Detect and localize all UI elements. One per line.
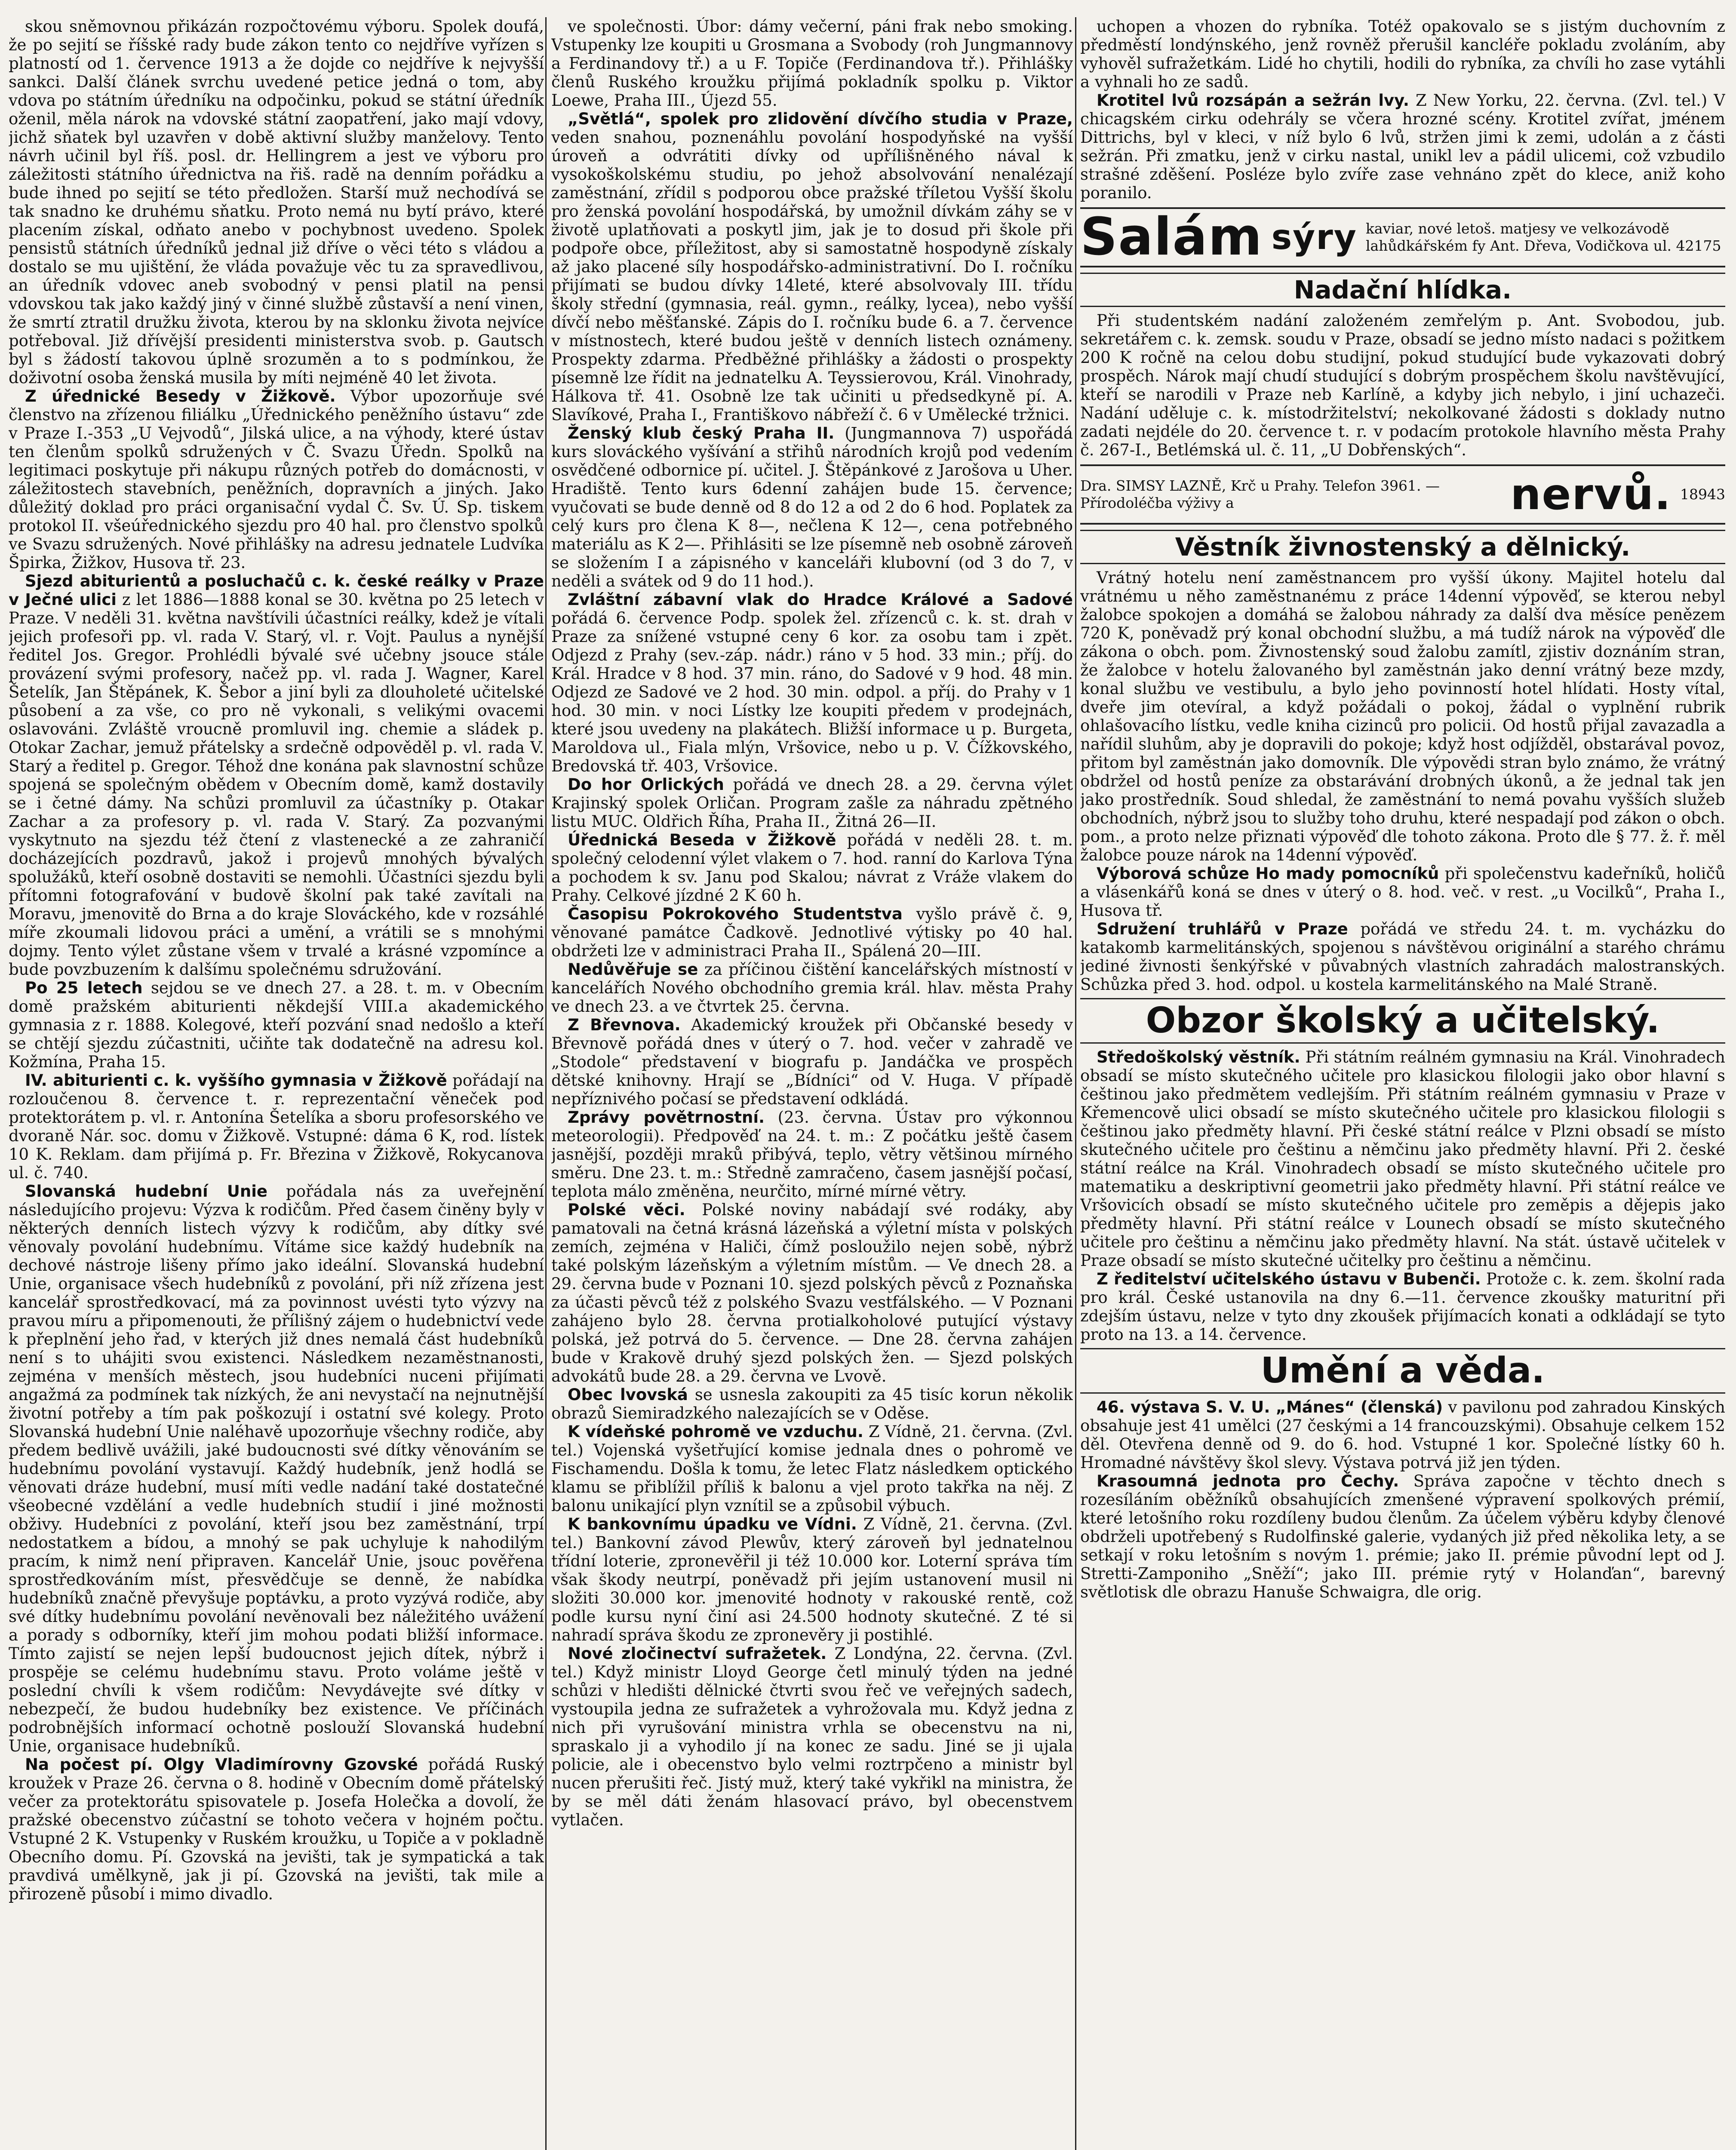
article [551,905,1073,960]
article-text: pořádá ve středu 24. t. m. vycházku do katakomb karmelitánských, spojenou s návštěvou originální a starého chrámu jediné živnosti šenkýřské v půvabných vlastních zahradách malostranských. Schůzka před 3. hod. odpol. u kostela karmelitánského na Malé Straně. [1080,920,1725,994]
article-title: Sjezd abiturientů a posluchačů c. k. české reálky v Praze v Ječné ulici [9,572,544,609]
article-continued: ve společnosti. Úbor: dámy večerní, páni frak nebo smoking. Vstupenky lze koupiti u Grosmana a Svobody (roh Jungmannovy a Ferdinandovy tř.) a u F. Topiče (Ferdinandova tř.). Přihlášky členů Ruského kroužku přijímá pokladník spolku p. Viktor Loewe, Praha III., Újezd 55. [551,17,1073,110]
article-text: (Jungmannova 7) uspořádá kurs slováckého vyšívání a střihů národních krojů pod vedením osvědčené odbornice pí. učitel. J. Štěpánkové z Jarošova u Uher. Hradiště. Tento kurs 6denní zahájen bude 15. července; vyučovati se bude denně od 8 do 12 a od 2 do 6 hod. Poplatek za celý kurs pro člena K 8—, nečlena K 12—, cena potřebného materiálu as K 2—. Přihlásiti se lze písemně neb osobně zároveň se složením I a zápisného v kanceláři klubovní (od 3 do 7, v neděli a svátek od 9 do 11 hod.). [551,424,1073,590]
article-text: Z Vídně, 21. června. (Zvl. tel.) Vojenská vyšetřující komise jednala dnes o pohromě ve Fischamendu. Došla k tomu, že letec Flatz následkem optického klamu se přiblížil příliš k balonu a vjel proto takřka na něj. Z balonu unikající plyn vznítil se a způsobil výbuch. [551,1422,1073,1515]
article-text: za příčinou čištění kancelářských místností v kancelářích Nového obchodního gremia král. hlav. města Prahy ve dnech 23. a ve čtvrtek 25. června. [551,960,1073,1016]
article-title: Sdružení truhlářů v Praze [1097,920,1348,938]
section-heading: Věstník živnostenský a dělnický. [1080,530,1725,564]
article [9,572,544,979]
article-text: pořádá v neděli 28. t. m. společný celodenní výlet vlakem o 7. hod. ranní do Karlova Týna a pochodem k sv. Janu pod Skalou; návrat z Vráže vlakem do Prahy. Celkové jízdné 2 K 60 h. [551,831,1073,905]
article [551,1108,1073,1201]
article [551,775,1073,831]
article-title: Krasoumná jednota pro Čechy. [1097,1472,1399,1490]
article-text: sejdou se ve dnech 27. a 28. t. m. v Obecním domě pražském abiturienti někdejší VIII.a akademického gymnasia z r. 1888. Kolegové, kteří pozvání snad nedošlo a kteří se chtějí sjezdu zúčastniti, učiňte tak dodatečně na adresu kol. Kožmína, Praha 15. [9,979,544,1071]
article-text: Správa započne v těchto dnech s rozesíláním oběžníků obsahujících zmenšené výpravení spolkových prémií, které letošního roku rozdíleny budou členům. Za účelem výběru kdyby členové obdrželi upotřebený s Rudolfinské galerie, vydaných již před několika lety, a se setkají v roku letošním s novým 1. prémie; jako II. prémie původní lept od J. Stretti-Zamponiho „Sněží“; jako III. prémie rytý v Holanďan“, barevný světlotisk dle obrazu Hanuše Schwaigra, dle orig. [1080,1472,1725,1601]
article [551,1422,1073,1515]
article [1080,1270,1725,1344]
article-text: Protože c. k. zem. školní rada pro král. České ustanovila na dny 6.—11. července zkoušky maturitní při zdejším ústavu, nelze v tyto dny zkoušek přijímacích konati a odkládají se tyto proto na 13. a 14. července. [1080,1270,1725,1344]
article-title: Obec lvovská [568,1385,688,1404]
article-title: Slovanská hudební Unie [25,1182,268,1201]
column-1 [9,17,544,2150]
article [9,387,544,572]
article-text: v pavilonu pod zahradou Kinských obsahuje jest 41 umělci (27 českými a 14 francouzskými). Obsahuje celkem 152 děl. Otevřena denně od 9. do 6. hod. Vstupné 1 kor. Společné lístky 60 h. Hromadné návštěvy škol slevy. Výstava potrvá již jen týden. [1080,1398,1725,1472]
advertisement-nervu [1080,464,1725,525]
article-text: pořádá ve dnech 28. a 29. června výlet Krajinský spolek Orličan. Program zašle za náhradu zpětného listu MUC. Oldřich Říha, Praha II., Žitná 26—II. [551,775,1073,831]
article-text: z let 1886—1888 konal se 30. května po 25 letech v Praze. V neděli 31. května navštívili účastníci reálky, kdež je vítali jejich profesoři pp. vl. rada V. Starý, vl. r. Vojt. Paulus a nynější ředitel Jos. Gregor. Prohlédli bývalé své učebny jsouce stále provázení svými profesory, načež pp. vl. rada J. Wagner, Karel Šetelík, Jan Štěpánek, K. Šebor a jiní byli za dlouholeté učitelské působení a za vše, co pro ně vykonali, s velikými ovacemi oslavováni. Zvláště vroucně promluvil ing. chemie a sládek p. Otokar Zachar, jemuž přátelsky a srdečně odpověděl p. vl. rada V. Starý a ředitel p. Gregor. Téhož dne konána pak slavnostní schůze spojená se společným obědem v Obecním domě, kamž dostavily se i četné dámy. Na schůzi promluvil za účastníky p. Otakar Zachar a za profesory p. vl. rada V. Starý. Za pozvanými vyskytnuto na sjezdu též čtení z vlastenecké a ze zahraničí docházejících pozdravů, jakož i projevů mnohých bývalých spolužáků, kteří osobně dostaviti se nemohli. Účastníci sjezdu byli přítomni fotografování v budově školní pak také zavítali na Moravu, jmenovitě do Brna a do kraje Slováckého, kde v rozsáhlé míře zkoumali lidovou práci a umění, a vrátili se s mnohými dojmy. Tento výlet zůstane všem v trvalé a krásné vzpomínce a bude povzbuzením k dalšímu společnému sdružování. [9,590,544,979]
article [551,1016,1073,1108]
ad-number: 18943 [1680,486,1725,503]
article-title: Zprávy povětrnostní. [568,1108,765,1127]
article-title: Časopisu Pokrokového Studentstva [568,905,903,923]
article [9,1071,544,1182]
article-text: Vrátný hotelu není zaměstnancem pro vyšší úkony. Majitel hotelu dal vrátnému u něho zaměstnanému z práce 14denní výpověď, se kterou nebyl žalobce spokojen a domáhá se žalobou náhrady za další dva měsíce penězem 720 K, poněvadž prý konal obchodní službu, a má tudíž nárok na výpověď dle zákona o obch. pom. Živnostenský soud žalobu zamítl, zjistiv doznáním stran, že žalobce v hotelu žalovaného byl zaměstnán jako denní vrátný beze mzdy, konal službu ve vestibulu, a bylo jeho povinností hotel hlídati. Hosty vítal, dveře jim otevíral, a když požádali o pokoj, žádal o vyplnění rubrik ohlašovacího lístku, vedle kniha cizinců pro policii. Od hostů přijal zavazadla a nařídil sluhům, aby je dopravili do pokoje; když host odjížděl, obstarával povoz, přitom byl zaměstnán jako domovník. Dle výpovědi stran bylo známo, že vrátný obdržel od hostů peníze za obstarávání drobných úkonů, a že jednal tak jen jako prostředník. Soud shledal, že zaměstnání to nemá povahu vyšších služeb obchodních, nýbrž jsou to služby toho druhu, které nespadají pod zákon o obch. pom., a proto nelze přiznati výpověď dle tohoto zákona. Proto dle § 77. ž. ř. měl žalobce pouze nárok na 14denní výpověď. [1080,568,1725,864]
article-text: Z Londýna, 22. června. (Zvl. tel.) Když ministr Lloyd George četl minulý týden na jedné schůzi v hledišti dělnické čtvrti svou řeč ve veřejných sadech, vystoupila jedna ze sufražetek a vyhrožovala mu. Když jedna z nich při vyrušování ministra vrhla se obecenstvu na ni, spraskalo ji a vyhodilo jí na konec ze sadu. Jiné se ji ujala policie, ale i obecenstvo bylo velmi roztrpčeno a ministr byl nucen přerušiti řeč. Jistý muž, který také vykřikl na ministra, že by se měl dáti ženám hlasovací právo, byl obecenstvem vytlačen. [551,1644,1073,1829]
article [551,110,1073,424]
article-text: vyšlo právě č. 9, věnované památce Čadkově. Jednotlivé výtisky po 40 hal. obdržeti lze v administraci Praha II., Spálená 20—III. [551,905,1073,960]
article-title: Nedůvěřuje se [568,960,698,979]
article-title: Z úřednické Besedy v Žižkově. [25,387,336,405]
column-rule [1075,17,1076,2150]
article-title: Z Břevnova. [568,1016,681,1034]
article [1080,920,1725,994]
article-text: Při státním reálném gymnasiu na Král. Vinohradech obsadí se místo skutečného učitele pro klasickou filologii jako obor hlavní s češtinou jako předmětem vedlejším. Při státním reálném gymnasiu v Praze v Křemencově ulici obsadí se místo skutečného učitele pro klasickou filologii s češtinou jako předměty hlavní. Při české státní reálce v Plzni obsadí se místo skutečného učitele pro češtinu a němčinu jako předměty hlavní. Při 2. české státní reálce na Král. Vinohradech obsadí se místo skutečného učitele pro matematiku a deskriptivní geometrii jako předměty hlavní. Při státní reálce ve Vršovicích obsadí se místo skutečného učitele pro zeměpis a dějepis jako předměty hlavní. Při státní reálce v Lounech obsadí se místo skutečného učitele pro češtinu a němčinu jako předměty hlavní. Na stát. ústavě učitelek v Praze obsadí se místo skutečné učitelky pro češtinu a němčinu. [1080,1048,1725,1270]
ad-headline: nervů. [1510,469,1672,519]
ad-headline-2: sýry [1271,217,1357,257]
article [1080,1472,1725,1601]
article-title: Středoškolský věstník. [1097,1048,1300,1066]
article-title: 46. výstava S. V. U. „Mánes“ (členská) [1097,1398,1443,1416]
article [1080,1398,1725,1472]
section-heading: Obzor školský a učitelský. [1080,998,1725,1044]
article-title: Z ředitelství učitelského ústavu v Bubenči. [1097,1270,1481,1288]
article-title: K bankovnímu úpadku ve Vídni. [568,1515,857,1533]
article [551,960,1073,1016]
article-text: Akademický kroužek při Občanské besedy v Břevnově pořádá dnes v úterý o 7. hod. večer v zahradě ve „Stodole“ představení v biografu p. Jandáčka ve prospěch dětské knihovny. Hrají se „Bídníci“ od V. Huga. V případě nepříznivého počasí se představení odkládá. [551,1016,1073,1108]
article [551,831,1073,905]
article-text: pořádala nás za uveřejnění následujícího projevu: Výzva k rodičům. Před časem činěny byly v některých denních listech výzvy k rodičům, aby dítky své věnovaly povolání hudebnímu. Vítáme sice každý hudebník na dechové nástroje lišeny přímo jako ideální. Slovanská hudební Unie, organisace všech hudebníků z povolání, při níž zřízena jest kancelář sprostředkovací, má za povinnost uvésti tyto výzvy na pravou míru a připomenouti, že přílišný zájem o hudebnictví vede k přeplnění jeho řad, v kterých již dnes nemalá část hudebníků není s to uhájiti svou existenci. Následkem nezaměstnanosti, zejména v menších městech, jsou hudebníci nuceni přijímati angažmá za podmínek tak nízkých, že ani nevystačí na nejnutnější životní potřeby a tím pak poškozují i ostatní své kolegy. Proto Slovanská hudební Unie naléhavě upozorňuje všechny rodiče, aby předem bedlivě uvážili, jaké budoucnosti své dítky věnováním se hudebnímu povolání vystavují. Každý hudebník, jenž hodlá se věnovati dráze hudební, musí míti vedle nadání také dostatečné všeobecné vzdělání a vedle hudebních studií i jiné možnosti obživy. Hudebníci z povolání, kteří jsou bez zaměstnání, trpí nedostatkem a bídou, a mnohý se pak uchyluje k nahodilým pracím, k nimž není připraven. Kancelář Unie, jsouc pověřena sprostředkováním míst, přesvědčuje se denně, že nabídka hudebníků značně převyšuje poptávku, a proto vyzývá rodiče, aby své dítky hudebnímu povolání nevěnovali bez náležitého uvážení a porady s odborníky, kteří jim mohou podati bližší informace. Tímto zajistí se nejen lepší budoucnost jejich dítek, nýbrž i prospěje se celému hudebnímu stavu. Proto voláme ještě v poslední chvíli k všem rodičům: Nevydávejte své dítky v nebezpečí, že budou hudebníky bez existence. Ve příčinách podrobnějších informací ochotně poslouží Slovanská hudební Unie, organisace hudebníků. [9,1182,544,1755]
article-title: Nové zločinectví sufražetek. [568,1644,827,1663]
article-title: Ženský klub český Praha II. [568,424,835,442]
article [551,1201,1073,1385]
article [1080,864,1725,920]
article-text: veden snahou, poznenáhlu povolání hospodyňské na vyšší úroveň a odvrátiti dívky od upřílišněného nával k vysokoškolskému studiu, po jehož absolvování nenalézají zaměstnání, zřídil s podporou obce pražské tříletou Vyšší školu pro ženská povolání hospodářská, by umožnil dívkám záhy se v životě uplatňovati a poskytl jim, jak je to dosud při škole při podpoře obce, příležitost, aby si samostatně hospodyně získaly až jako placené síly hospodářsko-administrativní. Do I. ročníku přijímati se budou dívky 14leté, které absolvovaly III. třídu školy střední (gymnasia, reál. gymn., reálky, lycea), nebo vyšší dívčí nebo měšťanské. Zápis do I. ročníku bude 6. a 7. července v místnostech, které budou ještě v denních listech oznámeny. Prospekty zdarma. Předběžné přihlášky a žádosti o prospekty písemně lze řídit na jednatelku A. Teyssierovou, Král. Vinohrady, Hálkova tř. 41. Osobně lze tak učiniti u předsedkyně pí. A. Slavíkové, Praha I., Františkovo nábřeží č. 6 v Umělecké tržnici. [551,128,1073,424]
article-text: Polské noviny nabádají své rodáky, aby pamatovali na četná krásná lázeňská a výletní místa v polských zemích, zejména v Haliči, čímž posloužilo nejen sobě, nýbrž také polským lázeňským a výletním místům. — Ve dnech 28. a 29. června bude v Poznani 10. sjezd polských pěvců z Poznaňska za účasti pěvců též z polského Svazu vestfálského. — V Poznani zahájeno bylo 28. června protialkoholové putující výstavy polská, jež potrvá do 5. července. — Dne 28. června zahájen bude v Krakově druhý sjezd polských žen. — Sjezd polských advokátů bude 28. a 29. června ve Lvově. [551,1201,1073,1385]
article-text: Z Vídně, 21. června. (Zvl. tel.) Bankovní závod Plewův, který zároveň byl jednatelnou třídní loterie, zpronevěřil ji též 10.000 kor. Loterní správa tím však škody neutrpí, poněvadž při jejím ustanovení musil ni složiti 30.000 kor. jmenovité hodnoty v rakouské rentě, což podle kursu nyní činí asi 24.500 hodnoty skutečné. Z té si nahradí správa škodu ze zpronevěry ji postihlé. [551,1515,1073,1644]
article-text: (23. června. Ústav pro výkonnou meteorologii). Předpověď na 24. t. m.: Z počátku ještě časem jasnější, později mraků přibývá, teplo, větry většinou mírného směru. Dne 23. t. m.: Středně zamračeno, časem jasnější počasí, teplota málo změněna, neurčito, mírné mírné větry. [551,1108,1073,1201]
article [9,1755,544,1903]
article-text: při společenstvu kadeřníků, holičů a vlásenkářů koná se dnes v úterý o 8. hod. več. v rest. „u Vocilků“, Praha I., Husova tř. [1080,864,1725,920]
column-2 [551,17,1073,2150]
article [1080,1048,1725,1270]
article-title: K vídeňské pohromě ve vzduchu. [568,1422,863,1441]
article-title: Krotitel lvů rozsápán a sežrán lvy. [1097,91,1409,110]
article [551,1385,1073,1422]
article-text: Při studentském nadání založeném zemřelým p. Ant. Svobodou, jub. sekretářem c. k. zemsk. soudu v Praze, obsadí se jedno místo nadaci s požitkem 200 K ročně na celou dobu studijní, pokud studující bude vykazovati dobrý prospěch. Nárok mají chudí studující s dobrým prospěchem školu navštěvující, kteří se narodili v Praze neb Karlíně, a kdyby jich nebylo, i jiní uchazeči. Nadání uděluje c. k. místodržitelství; nekolkované žádosti s doklady nutno zadati nejdéle do 20. července t. r. v podacím protokole hlavního města Prahy č. 267-I., Betlémská ul. č. 11, „U Dobřenských“. [1080,311,1725,459]
ad-headline: Salám [1080,207,1263,267]
advertisement-salam [1080,207,1725,267]
article-title: Po 25 letech [25,979,143,997]
article-continued: skou sněmovnou přikázán rozpočtovému výboru. Spolek doufá, že po sejití se říšské rady bude zákon tento co nejdříve vyřízen s platností od 1. července 1913 a že dojde co nejdříve k nejvyšší sankci. Další článek svrchu uvedené petice jedná o tom, aby vdova po státním úředníku na odpočinku, pokud se státní úředník oženil, měla nárok na vdovské státní zaopatření, jako mají vdovy, jichž sňatek byl uzavřen v době aktivní služby manželovy. Tento návrh učinil byl říš. posl. dr. Hellingrem a jest ve výboru pro záležitosti státního úřednictva na řiš. radě na denním pořádku a bude ihned po sejití se této předložen. Starší muž nechodívá se tak snadno ke druhému sňatku. Proto nemá nu bytí právo, které placením získal, odňato anebo v pochybnost uvedeno. Spolek pensistů státních úředníků jednal již dříve o věci této s vládou a dostalo se mu ujištění, že vláda považuje věc tu za spravedlivou, an úředník vdovec aneb svobodný v pensi platil na pensi vdovskou tak jako každý jiný v činné službě zůstavší a není vinen, že smrtí ztratil družku života, kterou by na sklonku života nejvíce potřeboval. Již dřívější presidenti ministerstva svob. p. Gautsch byl s žádostí takovou úplně srozuměn a to s podmínkou, že doživotní osoba ženská musila by míti nejméně 40 let života. [9,17,544,387]
ad-text: Dra. SIMSY LAZNĚ, Krč u Prahy. Telefon 3961. — Přírodoléčba výživy a [1080,477,1440,511]
article-text: pořádají na rozloučenou 8. července t. r. reprezentační věneček pod protektorátem p. vl. r. Antonína Šetelíka a sboru profesorského ve dvoraně Nár. soc. domu v Žižkově. Vstupné: dáma 6 K, rod. lístek 10 K. Reklam. dam přijímá p. Fr. Březina v Žižkově, Rokycanova ul. č. 740. [9,1071,544,1182]
article [551,590,1073,775]
article-title: IV. abiturienti c. k. vyššího gymnasia v Žižkově [25,1071,447,1090]
article-text: se usnesla zakoupiti za 45 tisíc korun několik obrazů Siemiradzkého nalezajících se v Oděse. [551,1385,1073,1422]
article-text: pořádá 6. července Podp. spolek žel. zřízenců c. k. st. drah v Praze za snížené vstupné ceny 6 kor. za osobu tam i zpět. Odjezd z Prahy (sev.-záp. nádr.) ráno v 5 hod. 33 min.; příj. do Král. Hradce v 8 hod. 37 min. ráno, do Sadové v 9 hod. 48 min. Odjezd ze Sadové ve 2 hod. 30 min. odpol. a příj. do Prahy v 1 hod. 30 min. v noci Lístky lze koupiti předem v prodejnách, které jsou uvedeny na plakátech. Bližší informace u p. Burgeta, Maroldova ul., Fiala mlýn, Vršovice, nebo u p. V. Čížkovského, Bredovská tř. 403, Vršovice. [551,609,1073,775]
article [9,1182,544,1755]
article-text: Výbor upozorňuje své členstvo na zřízenou filiálku „Úřednického peněžního ústavu“ zde v Praze I.-353 „U Vejvodů“, Jilská ulice, a na výhody, které ústav ten členům spolků sdružených v Č. Svazu Úředn. Spolků na legitimaci poskytuje při nákupu různých potřeb do domácnosti, v záležitostech stavebních, peněžních, dopravních a jiných. Jako důležitý doklad pro práci organisační vydal Č. Sv. Ú. Sp. tiskem protokol II. všeúřednického sjezdu pro 40 hal. pro členstvo spolků ve Svazu sdružených. Nové přihlášky na adresu jednatele Ludvíka Špirka, Žižkov, Husova tř. 23. [9,387,544,572]
column-rule [545,17,547,2150]
section-heading: Umění a věda. [1080,1348,1725,1394]
section-heading: Nadační hlídka. [1080,273,1725,307]
article-title: Výborová schůze Ho mady pomocníků [1097,864,1439,883]
article [1080,91,1725,202]
article-text: pořádá Ruský kroužek v Praze 26. června o 8. hodině v Obecním domě přátelský večer za protektorátu spisovatele p. Josefa Holečka a dovolí, že pražské obecenstvo zúčastní se tohoto večera v hojném počtu. Vstupné 2 K. Vstupenky v Ruském kroužku, u Topiče a v pokladně Obecního domu. Pí. Gzovská na jevišti, tak je sympatická a tak pravdivá umělkyně, jak ji pí. Gzovská na jevišti, tak mile a přirozeně působí i mimo divadlo. [9,1755,544,1903]
ad-text: kaviar, nové letoš. matjesy ve velkozávodě lahůdkářském fy Ant. Dřeva, Vodičkova ul. 42175 [1365,220,1721,254]
article-title: „Světlá“, spolek pro zlidovění dívčího studia v Praze, [568,110,1073,128]
column-3 [1080,17,1725,2150]
article [551,424,1073,590]
article-title: Polské věci. [568,1201,685,1219]
article [9,979,544,1071]
article-title: Zvláštní zábavní vlak do Hradce Králové a Sadové [568,590,1073,609]
article [551,1515,1073,1644]
article-text: Z New Yorku, 22. června. (Zvl. tel.) V chicagském cirku odehrály se včera hrozné scény. Krotitel zvířat, jménem Dittrichs, byl v kleci, v níž bylo 6 lvů, stržen jimi k zemi, udolán a z části sežrán. Při zmatku, jenž v cirku nastal, unikl lev a pádil ulicemi, což vzbudilo strašné zděšení. Posléze bylo zvíře zase vehnáno zpět do klece, aniž koho poranilo. [1080,91,1725,202]
article-title: Na počest pí. Olgy Vladimírovny Gzovské [25,1755,418,1774]
article-title: Do hor Orlických [568,775,724,794]
article-continued: uchopen a vhozen do rybníka. Totéž opakovalo se s jistým duchovním z předměstí londýnského, jenž rovněž přerušil kancléře pokladu zvoláním, aby vyhověl sufražetkám. Lidé ho chytili, hodili do rybníka, za chvíli ho zase vytáhli a vyhnali ho ze sadů. [1080,17,1725,91]
article [551,1644,1073,1829]
article-title: Úřednická Beseda v Žižkově [568,831,836,849]
